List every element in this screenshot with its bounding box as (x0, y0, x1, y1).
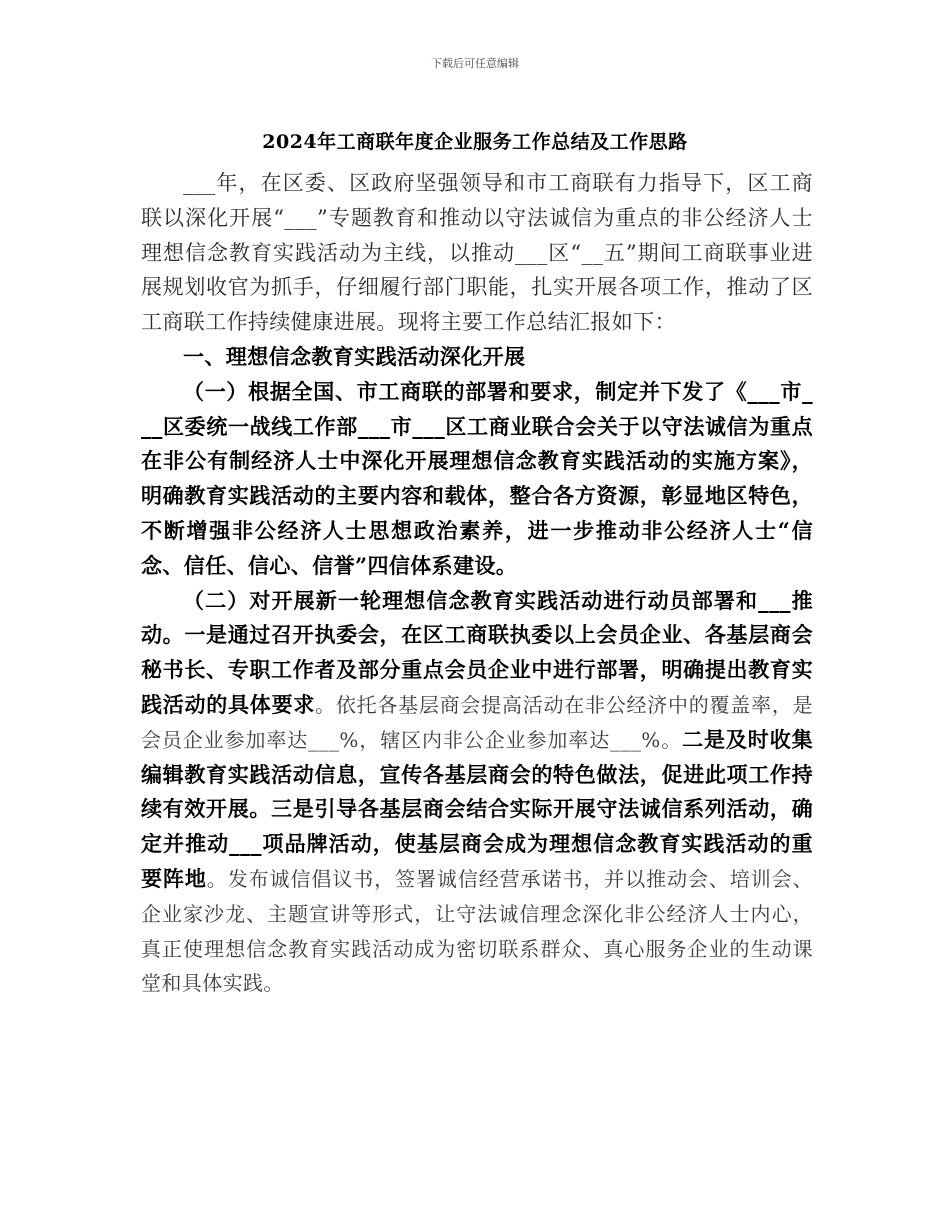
paragraph-2-bold-b: 二是及时收集编辑教育实践活动信息，宣传各基层商会的特色做法，促进此项工作持续有效开展。三是引导各基层商会结合实际开展守法诚信系列活动，确定并推动___项品牌活动，使基层商会成为理想信念教育实践活动的重要阵地 (141, 726, 814, 891)
intro-paragraph: ___年，在区委、区政府坚强领导和市工商联有力指导下，区工商联以深化开展“___”专题教育和推动以守法诚信为重点的非公经济人士理想信念教育实践活动为主线，以推动___区“__五”期间工商联事业进展规划收官为抓手，仔细履行部门职能，扎实开展各项工作，推动了区工商联工作持续健康进展。现将主要工作总结汇报如下： (141, 171, 813, 335)
document-title: 2024年工商联年度企业服务工作总结及工作思路 (262, 131, 688, 153)
section-heading-1: 一、理想信念教育实践活动深化开展 (183, 343, 526, 369)
paragraph-2-bold-a: （二）对开展新一轮理想信念教育实践活动进行动员部署和___推动。一是通过召开执委会，在区工商联执委以上会员企业、各基层商会秘书长、专职工作者及部分重点会员企业中进行部署，明确提出教育实践活动的具体要求 (141, 587, 813, 717)
paragraph-2-normal-b: 。发布诚信倡议书，签署诚信经营承诺书，并以推动会、培训会、企业家沙龙、主题宣讲等形式，让守法诚信理念深化非公经济人士内心，真正使理想信念教育实践活动成为密切联系群众、真心服务企业的生动课堂和具体实践。 (141, 866, 814, 996)
document-body (141, 166, 813, 1001)
paragraph-1: （一）根据全国、市工商联的部署和要求，制定并下发了《___市___区委统一战线工作部___市___区工商业联合会关于以守法诚信为重点在非公有制经济人士中深化开展理想信念教育实践活动的实施方案》，明确教育实践活动的主要内容和载体，整合各方资源，彰显地区特色，不断增强非公经济人士思想政治素养，进一步推动非公经济人士“信念、信任、信心、信誉”四信体系建设。 (141, 378, 813, 578)
paragraph-2 (141, 584, 813, 1002)
header-note: 下载后可任意编辑 (431, 57, 519, 70)
paragraph-2-normal-a: 。依托各基层商会提高活动在非公经济中的覆盖率，是会员企业参加率达___%，辖区内非公企业参加率达___%。 (141, 692, 813, 752)
